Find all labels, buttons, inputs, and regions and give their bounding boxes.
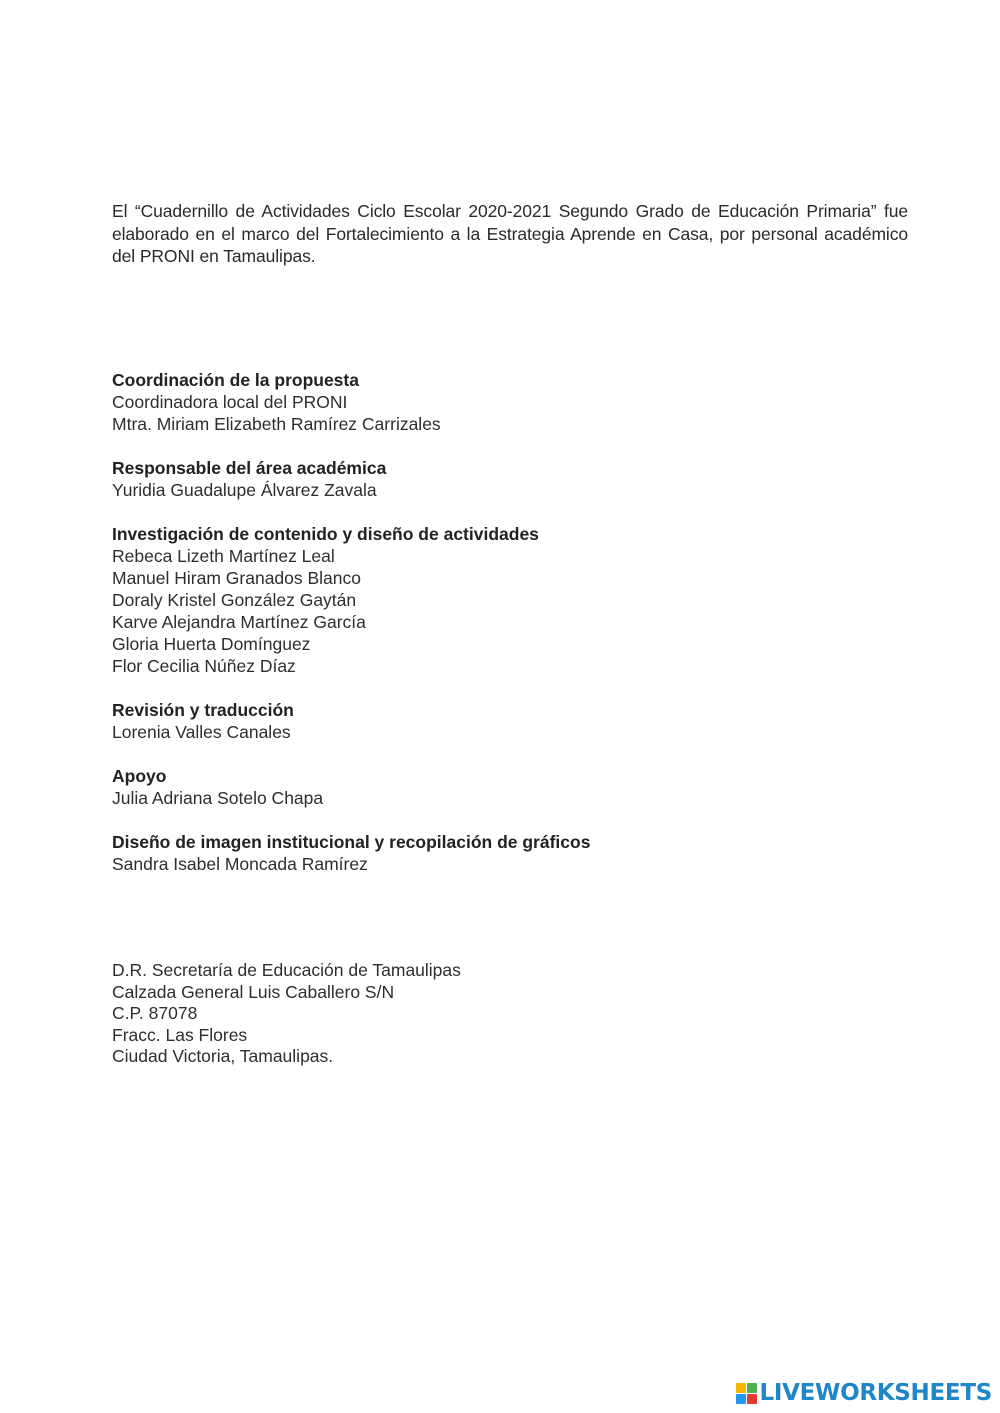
address-line: Ciudad Victoria, Tamaulipas.	[112, 1046, 334, 1067]
section-title: Revisión y traducción	[112, 700, 294, 720]
credits-list	[112, 369, 812, 875]
address-line: D.R. Secretaría de Educación de Tamaulipas	[112, 960, 461, 980]
section-title: Apoyo	[112, 766, 167, 786]
credit-line: Lorenia Valles Canales	[112, 722, 291, 742]
section-title: Coordinación de la propuesta	[112, 370, 359, 390]
credit-line: Sandra Isabel Moncada Ramírez	[112, 854, 368, 874]
credit-line: Mtra. Miriam Elizabeth Ramírez Carrizales	[112, 414, 441, 434]
credit-line: Karve Alejandra Martínez García	[112, 612, 366, 632]
credit-line: Doraly Kristel González Gaytán	[112, 590, 357, 610]
credit-line: Rebeca Lizeth Martínez Leal	[112, 546, 335, 566]
brand-name: LIVEWORKSHEETS	[759, 1380, 992, 1406]
intro-paragraph: El “Cuadernillo de Actividades Ciclo Escolar 2020-2021 Segundo Grado de Educación Primaria” fue elaborado en el marco del Fortalecimiento a la Estrategia Aprende en Casa, por personal académico del PRONI en Tamaulipas.	[112, 201, 908, 266]
liveworksheets-logo-icon	[736, 1383, 757, 1404]
credit-line: Julia Adriana Sotelo Chapa	[112, 788, 324, 808]
credits-section-academic	[112, 457, 812, 501]
credit-line: Gloria Huerta Domínguez	[112, 634, 311, 654]
credit-line: Yuridia Guadalupe Álvarez Zavala	[112, 480, 377, 500]
credits-section-research	[112, 523, 812, 677]
address-line: Fracc. Las Flores	[112, 1024, 248, 1045]
section-title: Responsable del área académica	[112, 458, 387, 478]
publisher-address	[112, 960, 712, 1068]
credits-section-design	[112, 831, 812, 875]
liveworksheets-watermark	[736, 1382, 992, 1405]
section-title: Diseño de imagen institucional y recopilación de gráficos	[112, 832, 591, 852]
credits-section-coordination	[112, 369, 812, 435]
section-title: Investigación de contenido y diseño de actividades	[112, 524, 539, 544]
credit-line: Manuel Hiram Granados Blanco	[112, 568, 362, 588]
credits-section-review	[112, 699, 812, 743]
credits-section-support	[112, 765, 812, 809]
address-line: C.P. 87078	[112, 1003, 198, 1024]
credit-line: Coordinadora local del PRONI	[112, 392, 348, 412]
address-line: Calzada General Luis Caballero S/N	[112, 981, 395, 1002]
credit-line: Flor Cecilia Núñez Díaz	[112, 656, 296, 676]
